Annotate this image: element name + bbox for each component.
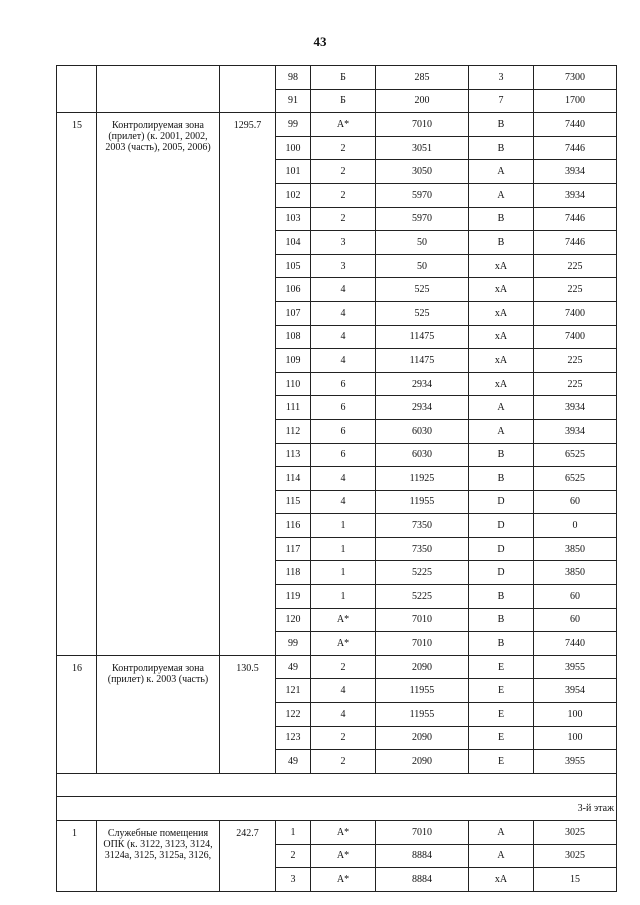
cell-col5: 1700	[534, 89, 617, 113]
cell-col2: А*	[311, 844, 376, 868]
cell-col2: 6	[311, 372, 376, 396]
cell-col3: 11475	[376, 325, 469, 349]
zone-area: 1295.7	[220, 113, 276, 656]
cell-col1: 91	[276, 89, 311, 113]
cell-col4: B	[469, 608, 534, 632]
cell-col4: A	[469, 396, 534, 420]
cell-col3: 8884	[376, 844, 469, 868]
cell-col4: A	[469, 183, 534, 207]
cell-col4: xA	[469, 868, 534, 892]
cell-col3: 525	[376, 301, 469, 325]
cell-col3: 5970	[376, 183, 469, 207]
coordinates-table	[56, 65, 617, 892]
cell-col1: 116	[276, 514, 311, 538]
cell-col5: 3955	[534, 655, 617, 679]
cell-col1: 113	[276, 443, 311, 467]
cell-col5: 3934	[534, 419, 617, 443]
cell-col2: 2	[311, 207, 376, 231]
cell-col1: 112	[276, 419, 311, 443]
zone-name: Контролируемая зона (прилет) (к. 2001, 2002, 2003 (часть), 2005, 2006)	[97, 113, 220, 656]
cell-col5: 7446	[534, 207, 617, 231]
cell-col3: 2090	[376, 726, 469, 750]
cell-col4: xA	[469, 372, 534, 396]
cell-col4: B	[469, 443, 534, 467]
cell-col2: 4	[311, 679, 376, 703]
cell-col5: 3850	[534, 537, 617, 561]
cell-col5: 3955	[534, 750, 617, 774]
cell-col2: А*	[311, 632, 376, 656]
cell-col1: 109	[276, 349, 311, 373]
cell-col3: 200	[376, 89, 469, 113]
cell-col3: 2090	[376, 655, 469, 679]
cell-col1: 104	[276, 231, 311, 255]
cell-col4: xA	[469, 349, 534, 373]
cell-col3: 2090	[376, 750, 469, 774]
cell-col1: 117	[276, 537, 311, 561]
cell-col2: 1	[311, 561, 376, 585]
cell-col1: 114	[276, 467, 311, 491]
cell-col2: А*	[311, 608, 376, 632]
cell-col5: 6525	[534, 443, 617, 467]
cell-col3: 7010	[376, 821, 469, 845]
cell-col2: Б	[311, 66, 376, 90]
cell-col2: 2	[311, 160, 376, 184]
zone-number: 1	[57, 821, 97, 892]
cell-col3: 11955	[376, 703, 469, 727]
cell-col1: 110	[276, 372, 311, 396]
cell-col2: 6	[311, 443, 376, 467]
cell-col3: 11955	[376, 490, 469, 514]
cell-col5: 3934	[534, 183, 617, 207]
cell-col4: B	[469, 207, 534, 231]
zone-number: 15	[57, 113, 97, 656]
cell-col5: 60	[534, 608, 617, 632]
zone-name: Контролируемая зона (прилет) к. 2003 (часть)	[97, 655, 220, 773]
cell-col3: 285	[376, 66, 469, 90]
cell-col4: B	[469, 632, 534, 656]
cell-col3: 50	[376, 254, 469, 278]
cell-col5: 7440	[534, 632, 617, 656]
cell-col4: xA	[469, 301, 534, 325]
cell-col3: 11475	[376, 349, 469, 373]
cell-col2: 3	[311, 254, 376, 278]
cell-col1: 3	[276, 868, 311, 892]
cell-col5: 3025	[534, 821, 617, 845]
cell-col5: 3850	[534, 561, 617, 585]
cell-col2: 6	[311, 396, 376, 420]
cell-col4: 3	[469, 66, 534, 90]
spacer-row	[57, 773, 617, 797]
cell-col1: 115	[276, 490, 311, 514]
table-row	[57, 655, 617, 679]
cell-col5: 3934	[534, 160, 617, 184]
cell-col2: 6	[311, 419, 376, 443]
cell-col4: xA	[469, 278, 534, 302]
zone-name-empty	[97, 66, 220, 113]
cell-col4: E	[469, 655, 534, 679]
table-body	[57, 66, 617, 892]
cell-col3: 525	[376, 278, 469, 302]
cell-col4: A	[469, 419, 534, 443]
cell-col4: E	[469, 679, 534, 703]
cell-col2: 2	[311, 183, 376, 207]
cell-col1: 102	[276, 183, 311, 207]
cell-col4: B	[469, 231, 534, 255]
cell-col3: 5970	[376, 207, 469, 231]
cell-col5: 225	[534, 278, 617, 302]
cell-col4: E	[469, 703, 534, 727]
page-number: 43	[313, 34, 327, 49]
cell-col4: E	[469, 750, 534, 774]
cell-col1: 121	[276, 679, 311, 703]
cell-col4: D	[469, 490, 534, 514]
table-row	[57, 821, 617, 845]
cell-col3: 7350	[376, 514, 469, 538]
cell-col4: D	[469, 537, 534, 561]
cell-col3: 3050	[376, 160, 469, 184]
cell-col5: 100	[534, 703, 617, 727]
cell-col1: 120	[276, 608, 311, 632]
cell-col5: 7440	[534, 113, 617, 137]
cell-col3: 7350	[376, 537, 469, 561]
zone-number: 16	[57, 655, 97, 773]
cell-col3: 7010	[376, 113, 469, 137]
cell-col4: A	[469, 844, 534, 868]
cell-col3: 2934	[376, 372, 469, 396]
cell-col2: 3	[311, 231, 376, 255]
cell-col3: 11955	[376, 679, 469, 703]
cell-col4: A	[469, 160, 534, 184]
cell-col1: 119	[276, 585, 311, 609]
cell-col4: B	[469, 136, 534, 160]
cell-col3: 6030	[376, 419, 469, 443]
cell-col2: 2	[311, 750, 376, 774]
cell-col4: E	[469, 726, 534, 750]
cell-col5: 60	[534, 490, 617, 514]
cell-col1: 99	[276, 632, 311, 656]
cell-col3: 2934	[376, 396, 469, 420]
cell-col1: 101	[276, 160, 311, 184]
cell-col1: 107	[276, 301, 311, 325]
cell-col1: 118	[276, 561, 311, 585]
cell-col4: B	[469, 585, 534, 609]
cell-col1: 49	[276, 655, 311, 679]
cell-col4: D	[469, 514, 534, 538]
cell-col2: 4	[311, 278, 376, 302]
cell-col3: 50	[376, 231, 469, 255]
cell-col5: 7300	[534, 66, 617, 90]
cell-col2: А*	[311, 113, 376, 137]
cell-col2: 4	[311, 490, 376, 514]
cell-col1: 100	[276, 136, 311, 160]
cell-col4: D	[469, 561, 534, 585]
cell-col1: 2	[276, 844, 311, 868]
cell-col1: 122	[276, 703, 311, 727]
cell-col1: 103	[276, 207, 311, 231]
cell-col2: А*	[311, 868, 376, 892]
cell-col1: 98	[276, 66, 311, 90]
table-row	[57, 66, 617, 90]
cell-col2: 4	[311, 301, 376, 325]
zone-area: 130.5	[220, 655, 276, 773]
cell-col1: 108	[276, 325, 311, 349]
zone-number-empty	[57, 66, 97, 113]
cell-col5: 3954	[534, 679, 617, 703]
cell-col4: 7	[469, 89, 534, 113]
cell-col5: 3025	[534, 844, 617, 868]
cell-col2: 1	[311, 514, 376, 538]
cell-col4: B	[469, 467, 534, 491]
cell-col3: 5225	[376, 561, 469, 585]
cell-col1: 105	[276, 254, 311, 278]
cell-col4: xA	[469, 325, 534, 349]
cell-col2: 4	[311, 325, 376, 349]
cell-col5: 7446	[534, 136, 617, 160]
cell-col5: 7400	[534, 301, 617, 325]
cell-col2: 2	[311, 136, 376, 160]
cell-col2: 4	[311, 703, 376, 727]
cell-col1: 99	[276, 113, 311, 137]
cell-col4: A	[469, 821, 534, 845]
cell-col2: 4	[311, 349, 376, 373]
cell-col2: 1	[311, 537, 376, 561]
cell-col3: 8884	[376, 868, 469, 892]
table-row	[57, 113, 617, 137]
cell-col5: 60	[534, 585, 617, 609]
cell-col5: 3934	[534, 396, 617, 420]
zone-name: Служебные помещения ОПК (к. 3122, 3123, 3124, 3124а, 3125, 3125а, 3126,	[97, 821, 220, 892]
cell-col1: 1	[276, 821, 311, 845]
cell-col5: 225	[534, 372, 617, 396]
spacer-cell	[57, 773, 617, 797]
cell-col3: 5225	[376, 585, 469, 609]
cell-col2: 2	[311, 655, 376, 679]
floor-heading: 3-й этаж	[57, 797, 617, 821]
cell-col1: 106	[276, 278, 311, 302]
cell-col1: 49	[276, 750, 311, 774]
cell-col5: 100	[534, 726, 617, 750]
cell-col5: 7400	[534, 325, 617, 349]
cell-col5: 7446	[534, 231, 617, 255]
cell-col1: 123	[276, 726, 311, 750]
cell-col2: 1	[311, 585, 376, 609]
cell-col5: 225	[534, 349, 617, 373]
cell-col3: 11925	[376, 467, 469, 491]
cell-col4: xA	[469, 254, 534, 278]
cell-col5: 15	[534, 868, 617, 892]
cell-col2: Б	[311, 89, 376, 113]
cell-col4: B	[469, 113, 534, 137]
cell-col2: 2	[311, 726, 376, 750]
cell-col5: 225	[534, 254, 617, 278]
cell-col2: А*	[311, 821, 376, 845]
cell-col3: 7010	[376, 608, 469, 632]
cell-col3: 7010	[376, 632, 469, 656]
cell-col3: 6030	[376, 443, 469, 467]
cell-col1: 111	[276, 396, 311, 420]
floor-heading-row	[57, 797, 617, 821]
zone-area: 242.7	[220, 821, 276, 892]
zone-area-empty	[220, 66, 276, 113]
cell-col3: 3051	[376, 136, 469, 160]
cell-col5: 6525	[534, 467, 617, 491]
cell-col5: 0	[534, 514, 617, 538]
cell-col2: 4	[311, 467, 376, 491]
